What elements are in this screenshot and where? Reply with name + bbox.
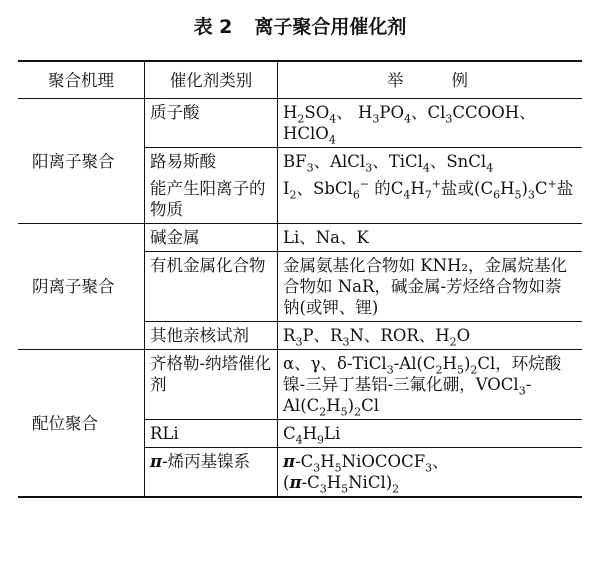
section-coordination: 配位聚合 xyxy=(18,350,145,498)
example-cation-producer: $I_2$、SbCl$_6$− 的$C_4H_7^+$盐或$(C_6H_5)_3C^+$盐 xyxy=(278,175,583,224)
example-nucleophile: $R_3P$、$R_3N$、ROR、$H_2O$ xyxy=(278,322,583,350)
header-mechanism: 聚合机理 xyxy=(18,61,145,99)
catalyst-table xyxy=(18,60,582,498)
example-ziegler-natta: α、γ、$\delta-TiCl_3-Al(C_2H_5)_2Cl$，环烷酸镍-三异丁基铝-三氟化硼，$VOCl_3-Al(C_2H_5)_2Cl$ xyxy=(278,350,583,420)
example-alkali-metal: Li、Na、K xyxy=(278,224,583,252)
category-alkali-metal: 碱金属 xyxy=(145,224,278,252)
category-lewis-acid: 路易斯酸 xyxy=(145,148,278,176)
table-number: 表 2 xyxy=(193,16,233,38)
category-cation-producer: 能产生阳离子的物质 xyxy=(145,175,278,224)
salt-suffix: 盐 xyxy=(556,179,574,198)
category-pi-allyl-nickel: π-烯丙基镍系 xyxy=(145,448,278,498)
header-example: 举例 xyxy=(278,61,583,99)
example-rli: $C_4H_9Li$ xyxy=(278,420,583,448)
table-caption: 离子聚合用催化剂 xyxy=(254,16,407,38)
category-rli: RLi xyxy=(145,420,278,448)
table-row xyxy=(18,350,582,420)
category-ziegler-natta: 齐格勒-纳塔催化剂 xyxy=(145,350,278,420)
pi-allyl-suffix: -烯丙基镍系 xyxy=(162,452,251,471)
table-row xyxy=(18,224,582,252)
example-organometallic: 金属氨基化合物如 KNH₂，金属烷基化合物如 NaR，碱金属-芳烃络合物如萘钠(或钾、锂) xyxy=(278,252,583,322)
section-anionic: 阴离子聚合 xyxy=(18,224,145,350)
category-organometallic: 有机金属化合物 xyxy=(145,252,278,322)
category-protic-acid: 质子酸 xyxy=(145,99,278,148)
table-row xyxy=(18,99,582,148)
example-pi-allyl-nickel: $\pi-C_3H_5NiOCOCF_3$、 $(\pi-C_3H_5NiCl)_2$ xyxy=(278,448,583,498)
header-row xyxy=(18,61,582,99)
section-cationic: 阳离子聚合 xyxy=(18,99,145,224)
header-category: 催化剂类别 xyxy=(145,61,278,99)
example-protic-acid: $H_2SO_4$、 $H_3PO_4$、$Cl_3CCOOH$、HClO$_4$ xyxy=(278,99,583,148)
table-title xyxy=(0,12,600,39)
example-lewis-acid: $BF_3$、AlCl$_3$、TiCl$_4$、SnCl$_4$ xyxy=(278,148,583,176)
category-nucleophile: 其他亲核试剂 xyxy=(145,322,278,350)
